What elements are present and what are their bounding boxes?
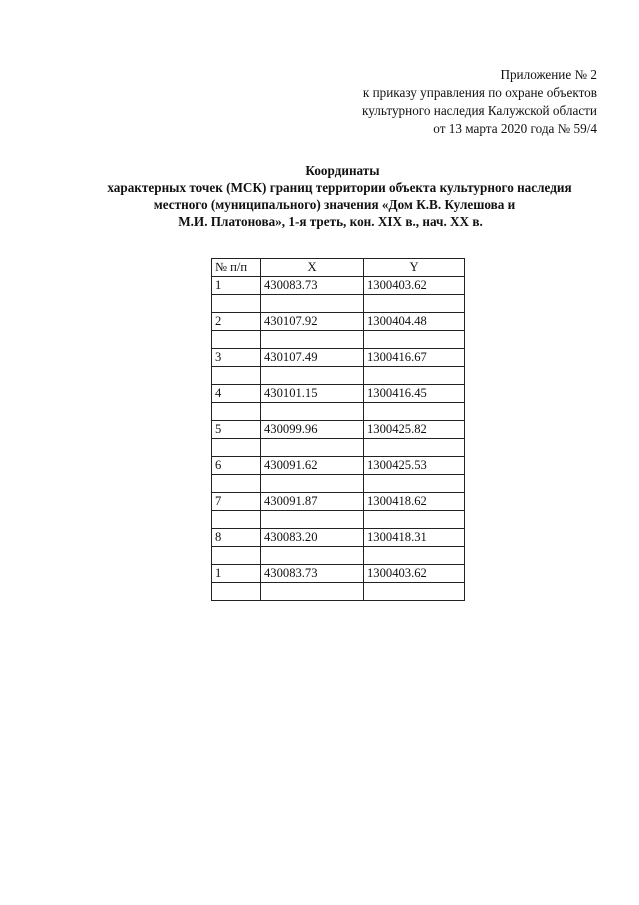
empty-cell bbox=[261, 511, 364, 529]
table-row bbox=[212, 349, 465, 367]
empty-cell bbox=[364, 583, 465, 601]
header-x: X bbox=[261, 259, 364, 277]
empty-row bbox=[212, 583, 465, 601]
point-number-cell: 4 bbox=[212, 385, 261, 403]
appendix-line-3: культурного наследия Калужской области bbox=[362, 103, 597, 118]
appendix-line-1: Приложение № 2 bbox=[500, 67, 597, 82]
empty-cell bbox=[212, 583, 261, 601]
table-row bbox=[212, 385, 465, 403]
header-number: № п/п bbox=[212, 259, 261, 277]
appendix-block bbox=[362, 66, 597, 138]
x-coordinate-cell: 430083.20 bbox=[261, 529, 364, 547]
empty-cell bbox=[212, 295, 261, 313]
point-number-cell: 7 bbox=[212, 493, 261, 511]
coordinates-table bbox=[211, 258, 465, 601]
empty-row bbox=[212, 547, 465, 565]
document-title bbox=[0, 162, 639, 230]
empty-cell bbox=[261, 331, 364, 349]
empty-cell bbox=[364, 475, 465, 493]
empty-row bbox=[212, 511, 465, 529]
table-row bbox=[212, 493, 465, 511]
empty-row bbox=[212, 331, 465, 349]
empty-cell bbox=[364, 547, 465, 565]
y-coordinate-cell: 1300403.62 bbox=[364, 565, 465, 583]
empty-cell bbox=[364, 439, 465, 457]
empty-cell bbox=[261, 439, 364, 457]
x-coordinate-cell: 430091.62 bbox=[261, 457, 364, 475]
empty-cell bbox=[212, 547, 261, 565]
empty-cell bbox=[212, 511, 261, 529]
table-row bbox=[212, 277, 465, 295]
empty-cell bbox=[212, 331, 261, 349]
point-number-cell: 1 bbox=[212, 277, 261, 295]
empty-cell bbox=[364, 403, 465, 421]
x-coordinate-cell: 430083.73 bbox=[261, 277, 364, 295]
empty-cell bbox=[261, 547, 364, 565]
table-row bbox=[212, 565, 465, 583]
title-line-3: местного (муниципального) значения «Дом К.В. Кулешова и bbox=[153, 197, 516, 212]
point-number-cell: 3 bbox=[212, 349, 261, 367]
table-body bbox=[212, 277, 465, 601]
point-number-cell: 8 bbox=[212, 529, 261, 547]
y-coordinate-cell: 1300416.67 bbox=[364, 349, 465, 367]
table-row bbox=[212, 529, 465, 547]
appendix-line-2: к приказу управления по охране объектов bbox=[362, 85, 597, 100]
y-coordinate-cell: 1300425.53 bbox=[364, 457, 465, 475]
empty-cell bbox=[261, 475, 364, 493]
point-number-cell: 2 bbox=[212, 313, 261, 331]
table-row bbox=[212, 457, 465, 475]
empty-cell bbox=[364, 295, 465, 313]
y-coordinate-cell: 1300404.48 bbox=[364, 313, 465, 331]
y-coordinate-cell: 1300418.62 bbox=[364, 493, 465, 511]
y-coordinate-cell: 1300418.31 bbox=[364, 529, 465, 547]
empty-cell bbox=[261, 367, 364, 385]
x-coordinate-cell: 430107.49 bbox=[261, 349, 364, 367]
x-coordinate-cell: 430099.96 bbox=[261, 421, 364, 439]
x-coordinate-cell: 430107.92 bbox=[261, 313, 364, 331]
empty-cell bbox=[364, 367, 465, 385]
x-coordinate-cell: 430083.73 bbox=[261, 565, 364, 583]
appendix-line-4: от 13 марта 2020 года № 59/4 bbox=[433, 121, 597, 136]
point-number-cell: 1 bbox=[212, 565, 261, 583]
empty-cell bbox=[261, 583, 364, 601]
title-line-4: М.И. Платонова», 1-я треть, кон. XIX в., нач. XX в. bbox=[178, 214, 483, 229]
empty-row bbox=[212, 295, 465, 313]
point-number-cell: 5 bbox=[212, 421, 261, 439]
empty-cell bbox=[212, 439, 261, 457]
empty-cell bbox=[364, 511, 465, 529]
empty-cell bbox=[212, 367, 261, 385]
empty-cell bbox=[261, 403, 364, 421]
table-header-row bbox=[212, 259, 465, 277]
y-coordinate-cell: 1300425.82 bbox=[364, 421, 465, 439]
title-line-2: характерных точек (МСК) границ территории объекта культурного наследия bbox=[107, 180, 572, 195]
empty-row bbox=[212, 475, 465, 493]
y-coordinate-cell: 1300403.62 bbox=[364, 277, 465, 295]
empty-cell bbox=[364, 331, 465, 349]
header-y: Y bbox=[364, 259, 465, 277]
empty-row bbox=[212, 367, 465, 385]
empty-cell bbox=[212, 475, 261, 493]
empty-row bbox=[212, 439, 465, 457]
y-coordinate-cell: 1300416.45 bbox=[364, 385, 465, 403]
x-coordinate-cell: 430101.15 bbox=[261, 385, 364, 403]
empty-cell bbox=[261, 295, 364, 313]
title-line-1: Координаты bbox=[305, 163, 380, 178]
table-row bbox=[212, 421, 465, 439]
empty-row bbox=[212, 403, 465, 421]
empty-cell bbox=[212, 403, 261, 421]
x-coordinate-cell: 430091.87 bbox=[261, 493, 364, 511]
point-number-cell: 6 bbox=[212, 457, 261, 475]
table-row bbox=[212, 313, 465, 331]
